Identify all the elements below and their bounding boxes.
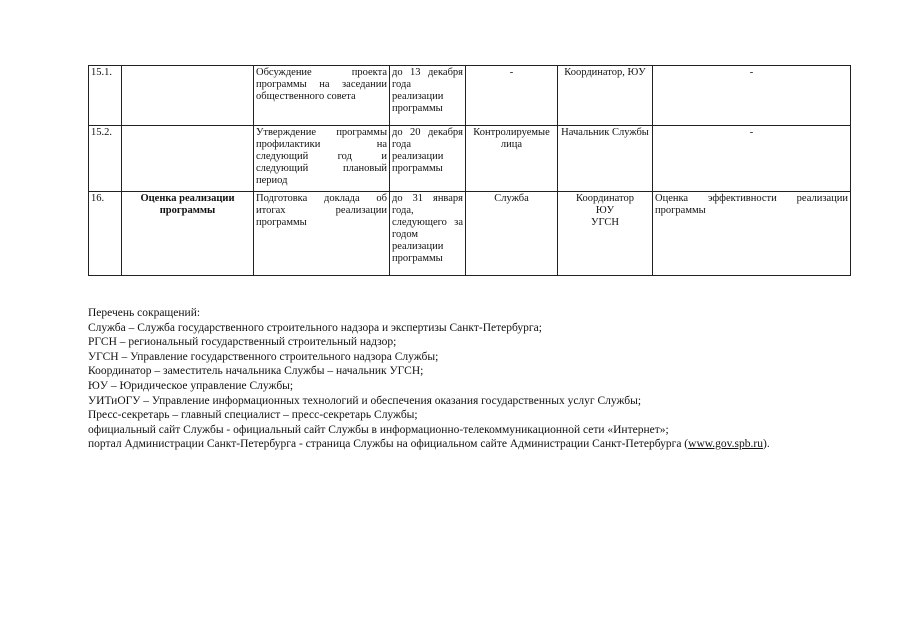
responsible-line: ЮУ	[595, 205, 615, 216]
abbreviation-text: портал Администрации Санкт-Петербурга - страница Службы на официальном сайте Администрации Санкт-Петербурга (	[88, 438, 689, 451]
portal-link[interactable]: www.gov.spb.ru	[688, 438, 763, 451]
responsible-line: Координатор	[575, 193, 634, 204]
responsible-cell: Координатор, ЮУ	[558, 66, 653, 126]
row-number: 16.	[89, 192, 122, 276]
row-number: 15.2.	[89, 126, 122, 192]
abbreviation-item: ЮУ – Юридическое управление Службы;	[88, 379, 294, 392]
abbreviation-text: ).	[763, 438, 770, 451]
responsible-line: УГСН	[591, 217, 619, 228]
activity-cell: Утверждение программы профилактики на следующий год и следующий плановый период	[254, 126, 390, 192]
abbreviation-item	[88, 437, 878, 452]
table-row	[89, 126, 851, 192]
abbreviations-title: Перечень сокращений:	[88, 307, 201, 319]
abbreviation-item: официальный сайт Службы - официальный сайт Службы в информационно-телекоммуникационной сети «Интернет»;	[88, 423, 669, 436]
table-row	[89, 192, 851, 276]
result-cell: Оценка эффективности реализации программы	[653, 192, 851, 276]
stage-cell: Оценка реализации программы	[122, 192, 254, 276]
activity-cell: Обсуждение проекта программы на заседании общественного совета	[254, 66, 390, 126]
table-row	[89, 66, 851, 126]
deadline-cell: до 31 января года, следующего за годом реализации программы	[390, 192, 466, 276]
deadline-cell: до 20 декабря года реализации программы	[390, 126, 466, 192]
stage-cell	[122, 66, 254, 126]
abbreviation-item: Координатор – заместитель начальника Службы – начальник УГСН;	[88, 365, 424, 378]
target-cell: Контролируемые лица	[466, 126, 558, 192]
deadline-cell: до 13 декабря года реализации программы	[390, 66, 466, 126]
abbreviation-item: РГСН – региональный государственный строительный надзор;	[88, 336, 397, 349]
activity-cell: Подготовка доклада об итогах реализации программы	[254, 192, 390, 276]
responsible-cell: Начальник Службы	[558, 126, 653, 192]
result-cell: -	[653, 126, 851, 192]
target-cell: -	[466, 66, 558, 126]
abbreviation-item: Служба – Служба государственного строительного надзора и экспертизы Санкт-Петербурга;	[88, 321, 542, 334]
target-cell: Служба	[466, 192, 558, 276]
abbreviation-item: УИТиОГУ – Управление информационных технологий и обеспечения оказания государственных услуг Службы;	[88, 394, 642, 407]
abbreviation-item: УГСН – Управление государственного строительного надзора Службы;	[88, 350, 439, 363]
abbreviation-item: Пресс-секретарь – главный специалист – пресс-секретарь Службы;	[88, 409, 418, 422]
row-number: 15.1.	[89, 66, 122, 126]
abbreviations-list	[88, 306, 878, 452]
stage-cell	[122, 126, 254, 192]
activity-table	[88, 65, 851, 276]
result-cell: -	[653, 66, 851, 126]
responsible-cell	[558, 192, 653, 276]
